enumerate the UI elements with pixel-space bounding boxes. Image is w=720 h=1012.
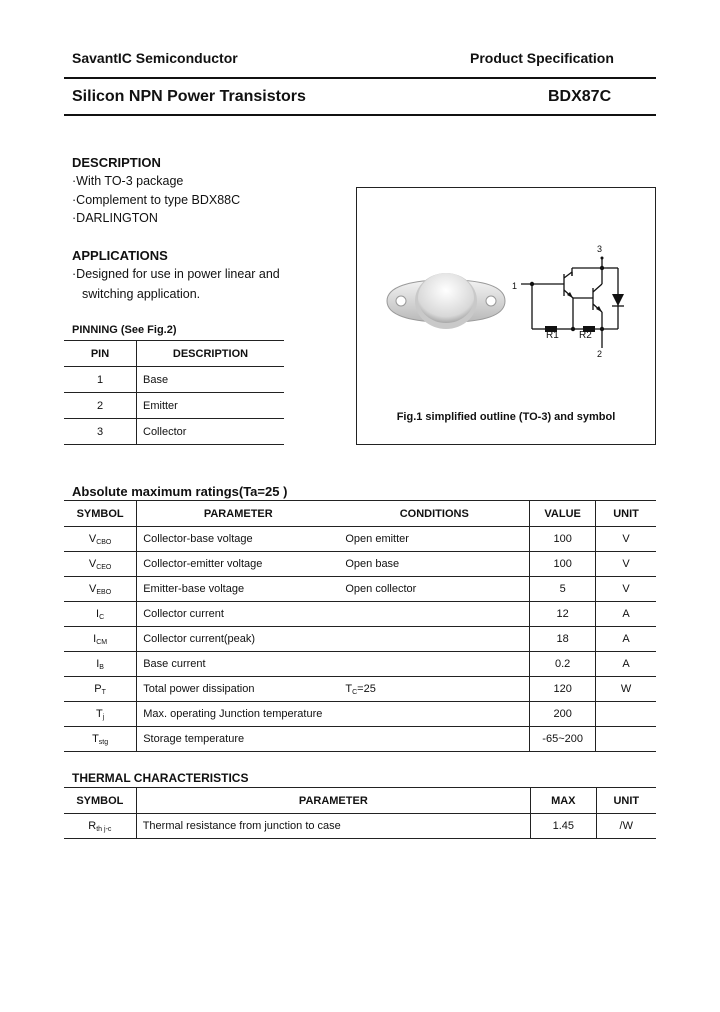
rating-condition: Open emitter [345, 532, 409, 545]
symbol-header: SYMBOL [76, 507, 124, 520]
description-title: DESCRIPTION [72, 155, 161, 170]
ratings-row [64, 677, 656, 702]
junction-dot [600, 266, 604, 270]
rating-symbol: $V_{CBO}$ [88, 532, 112, 546]
rating-condition: Open collector [345, 582, 417, 595]
r1-label: R1 [546, 330, 559, 341]
applications-line: ·Designed for use in power linear and [72, 267, 280, 281]
pin-number: 3 [96, 425, 104, 438]
rating-unit [596, 702, 656, 727]
diode-icon [612, 294, 624, 306]
part-number: BDX87C [548, 88, 612, 105]
pinning-title: PINNING (See Fig.2) [72, 324, 177, 336]
rating-parameter: Collector current(peak) [137, 627, 340, 652]
to3-package-icon [387, 273, 505, 329]
pin-description-header: DESCRIPTION [137, 341, 285, 367]
ratings-table [64, 500, 656, 752]
rating-unit: A [596, 652, 656, 677]
rating-symbol: $T_{stg}$ [92, 732, 109, 746]
symbol-header: SYMBOL [76, 794, 124, 807]
thermal-parameter: Thermal resistance from junction to case [136, 814, 530, 839]
rating-condition [339, 602, 529, 627]
figure-drawing [357, 188, 655, 444]
rating-parameter: Emitter-base voltage [137, 577, 340, 602]
applications-title: APPLICATIONS [72, 248, 168, 263]
pin2-label: 2 [597, 349, 603, 359]
pin-description: Emitter [137, 393, 285, 419]
darlington-symbol-icon [521, 258, 618, 348]
rating-condition [339, 727, 529, 752]
pin-terminal [601, 257, 604, 260]
ratings-row [64, 727, 656, 752]
header-rule-bottom [64, 114, 656, 116]
thermal-symbol: $R_{th j-c}$ [88, 819, 112, 833]
ratings-row [64, 577, 656, 602]
ratings-row [64, 652, 656, 677]
rating-unit: A [596, 627, 656, 652]
rating-value: 200 [530, 702, 596, 727]
pin-header: PIN [90, 347, 110, 360]
ratings-row [64, 702, 656, 727]
ratings-row [64, 627, 656, 652]
product-line: Silicon NPN Power Transistors [72, 88, 306, 105]
rating-unit: V [596, 527, 656, 552]
thermal-title: THERMAL CHARACTERISTICS [72, 771, 249, 785]
rating-value: -65~200 [530, 727, 596, 752]
rating-condition [339, 627, 529, 652]
rating-unit: V [596, 552, 656, 577]
unit-header: UNIT [596, 788, 656, 814]
value-header: VALUE [530, 501, 596, 527]
pinning-table [64, 340, 284, 445]
rating-value: 100 [530, 527, 596, 552]
rating-parameter: Max. operating Junction temperature [137, 702, 340, 727]
doc-type: Product Specification [470, 50, 614, 66]
rating-symbol: $P_T$ [94, 682, 106, 696]
rating-value: 120 [530, 677, 596, 702]
rating-condition [339, 702, 529, 727]
rating-unit: A [596, 602, 656, 627]
junction-dot [530, 282, 534, 286]
ratings-row [64, 552, 656, 577]
rating-symbol: $V_{EBO}$ [89, 582, 112, 596]
company-name: SavantIC Semiconductor [72, 50, 238, 66]
description-item: ·DARLINGTON [72, 211, 158, 225]
rating-parameter: Storage temperature [137, 727, 340, 752]
rating-parameter: Collector-emitter voltage [137, 552, 340, 577]
r2-label: R2 [579, 330, 592, 341]
thermal-table [64, 787, 656, 839]
ratings-row [64, 527, 656, 552]
rating-value: 18 [530, 627, 596, 652]
rating-symbol: $I_{CM}$ [93, 632, 108, 646]
figure-caption: Fig.1 simplified outline (TO-3) and symbol [396, 411, 616, 423]
rating-value: 5 [530, 577, 596, 602]
rating-parameter: Base current [137, 652, 340, 677]
unit-header: UNIT [596, 501, 656, 527]
rating-symbol: $I_C$ [96, 607, 105, 621]
rating-unit [596, 727, 656, 752]
pin3-label: 3 [597, 244, 603, 254]
rating-symbol: $I_B$ [96, 657, 104, 671]
pin-description: Base [137, 367, 285, 393]
thermal-max: 1.45 [531, 814, 597, 839]
header-rule-top [64, 77, 656, 79]
rating-value: 12 [530, 602, 596, 627]
rating-parameter: Collector current [137, 602, 340, 627]
pin-number: 2 [96, 399, 104, 412]
rating-parameter: Total power dissipation [137, 677, 340, 702]
rating-symbol: $T_j$ [95, 707, 105, 721]
rating-condition: Open base [345, 557, 400, 570]
description-item: ·Complement to type BDX88C [72, 193, 241, 207]
rating-parameter: Collector-base voltage [137, 527, 340, 552]
description-item: ·With TO-3 package [72, 174, 184, 188]
applications-line: switching application. [82, 287, 201, 301]
rating-condition [339, 652, 529, 677]
ratings-title: Absolute maximum ratings(Ta=25 ) [72, 484, 288, 499]
pin1-label: 1 [512, 281, 518, 291]
junction-dot [571, 327, 575, 331]
max-header: MAX [531, 788, 597, 814]
pin-number: 1 [96, 373, 104, 386]
rating-value: 100 [530, 552, 596, 577]
conditions-header: CONDITIONS [399, 507, 469, 520]
parameter-header: PARAMETER [137, 501, 340, 527]
rating-unit: W [596, 677, 656, 702]
rating-condition: $T_C=25$ [345, 682, 376, 696]
rating-value: 0.2 [530, 652, 596, 677]
figure-box [356, 187, 656, 445]
ratings-row [64, 602, 656, 627]
junction-dot [600, 327, 604, 331]
parameter-header: PARAMETER [136, 788, 530, 814]
rating-symbol: $V_{CEO}$ [88, 557, 112, 571]
thermal-unit: /W [596, 814, 656, 839]
rating-unit: V [596, 577, 656, 602]
pin-description: Collector [137, 419, 285, 445]
